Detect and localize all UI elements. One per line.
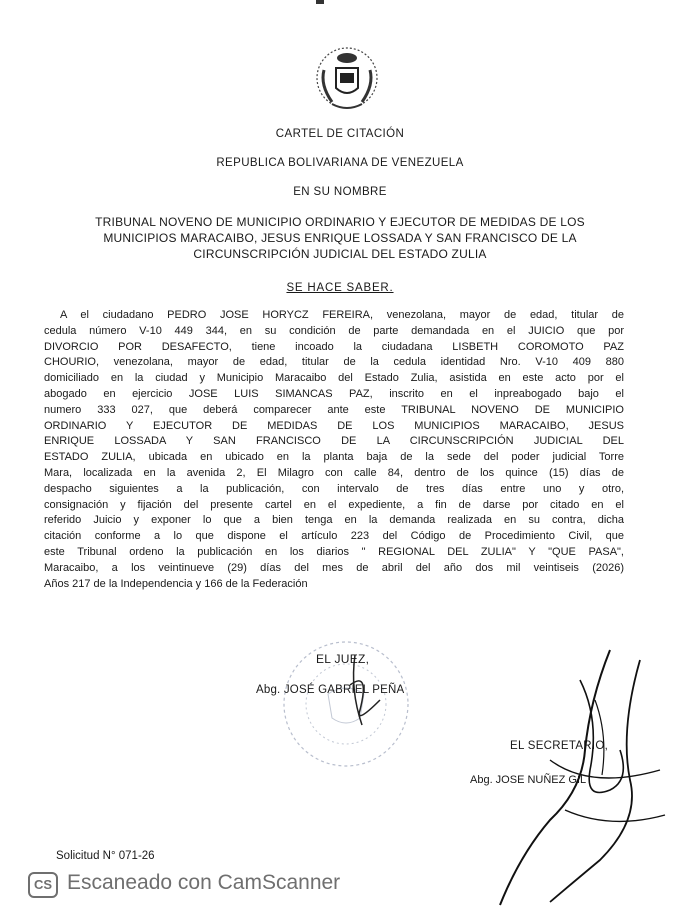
secretary-title: EL SECRETARIO,	[510, 740, 609, 752]
court-line: CIRCUNSCRIPCIÓN JUDICIAL DEL ESTADO ZULIA	[193, 247, 487, 261]
solicitud-number: Solicitud N° 071-26	[56, 850, 155, 862]
body-line: despacho siguientes a la publicación, con intervalo de tres días entre uno y otro,	[44, 482, 624, 495]
republica-heading: REPUBLICA BOLIVARIANA DE VENEZUELA	[216, 157, 464, 169]
coat-of-arms-seal	[312, 40, 382, 118]
court-line: MUNICIPIOS MARACAIBO, JESUS ENRIQUE LOSSADA Y SAN FRANCISCO DE LA	[103, 231, 577, 245]
body-line: A el ciudadano PEDRO JOSE HORYCZ FEREIRA, venezolana, mayor de edad, titular de	[60, 309, 624, 321]
court-heading	[60, 214, 620, 262]
body-line: numero 333 027, que deberá comparecer ante este TRIBUNAL NOVENO DE MUNICIPIO	[44, 403, 624, 416]
scan-mark	[316, 0, 324, 4]
secretary-name: Abg. JOSE NUÑEZ GIL	[470, 774, 587, 786]
body-line: DIVORCIO POR DESAFECTO, tiene incoado la ciudadana LISBETH COROMOTO PAZ	[44, 340, 624, 353]
body-line: referido Juicio y exponer lo que a bien tenga en la demanda realizada en su contra, dicha	[44, 514, 624, 527]
secretary-signature	[490, 640, 680, 910]
body-line: este Tribunal ordeno la publicación en los diarios " REGIONAL DEL ZULIA" Y "QUE PASA",	[44, 545, 624, 558]
body-line: domiciliado en la ciudad y Municipio Maracaibo del Estado Zulia, asistida en este acto por el	[44, 372, 624, 385]
body-line: citación conforme a lo que dispone el artículo 223 del Código de Procedimiento Civil, que	[44, 530, 624, 543]
se-hace-saber-text: SE HACE SABER.	[286, 282, 394, 294]
body-line: Años 217 de la Independencia y 166 de la Federación	[44, 577, 308, 590]
body-line: consignación y fijación del presente cartel en el expediente, a fin de darse por citado en el	[44, 498, 624, 511]
body-line: ESTADO ZULIA, ubicada en ubicado en la planta baja de la sede del poder judicial Torre	[44, 451, 624, 464]
body-line: Maracaibo, a los veintinueve (29) días del mes de abril del año dos mil veintiseis (2026)	[44, 561, 624, 574]
en-su-nombre: EN SU NOMBRE	[293, 186, 387, 198]
judge-name: Abg. JOSÉ GABRIEL PEÑA	[256, 684, 405, 696]
cartel-title: CARTEL DE CITACIÓN	[275, 128, 405, 140]
body-line: ENRIQUE LOSSADA Y SAN FRANCISCO DE LA CIRCUNSCRIPCIÓN JUDICIAL DEL	[44, 435, 624, 448]
body-line: abogado en ejercicio JOSE LUIS SIMANCAS PAZ, inscrito en el inpreabogado bajo el	[44, 387, 624, 400]
camscanner-logo: CS	[28, 872, 58, 898]
se-hace-saber	[0, 282, 680, 294]
body-line: CHOURIO, venezolana, mayor de edad, titular de la cedula identidad Nro. V-10 409 880	[44, 356, 624, 369]
body-line: ORDINARIO Y EJECUTOR DE MEDIDAS DE LOS MUNICIPIOS MARACAIBO, JESUS	[44, 419, 624, 432]
judge-title: EL JUEZ,	[316, 652, 370, 666]
body-line: Mara, localizada en la avenida 2, El Milagro con calle 84, dentro de los quince (15) días de	[44, 466, 624, 479]
citation-body	[44, 308, 624, 592]
body-line: cedula número V-10 449 344, en su condición de parte demandada en el JUICIO que por	[44, 324, 624, 337]
court-line: TRIBUNAL NOVENO DE MUNICIPIO ORDINARIO Y EJECUTOR DE MEDIDAS DE LOS	[95, 215, 585, 229]
camscanner-watermark: Escaneado con CamScanner	[67, 871, 341, 894]
